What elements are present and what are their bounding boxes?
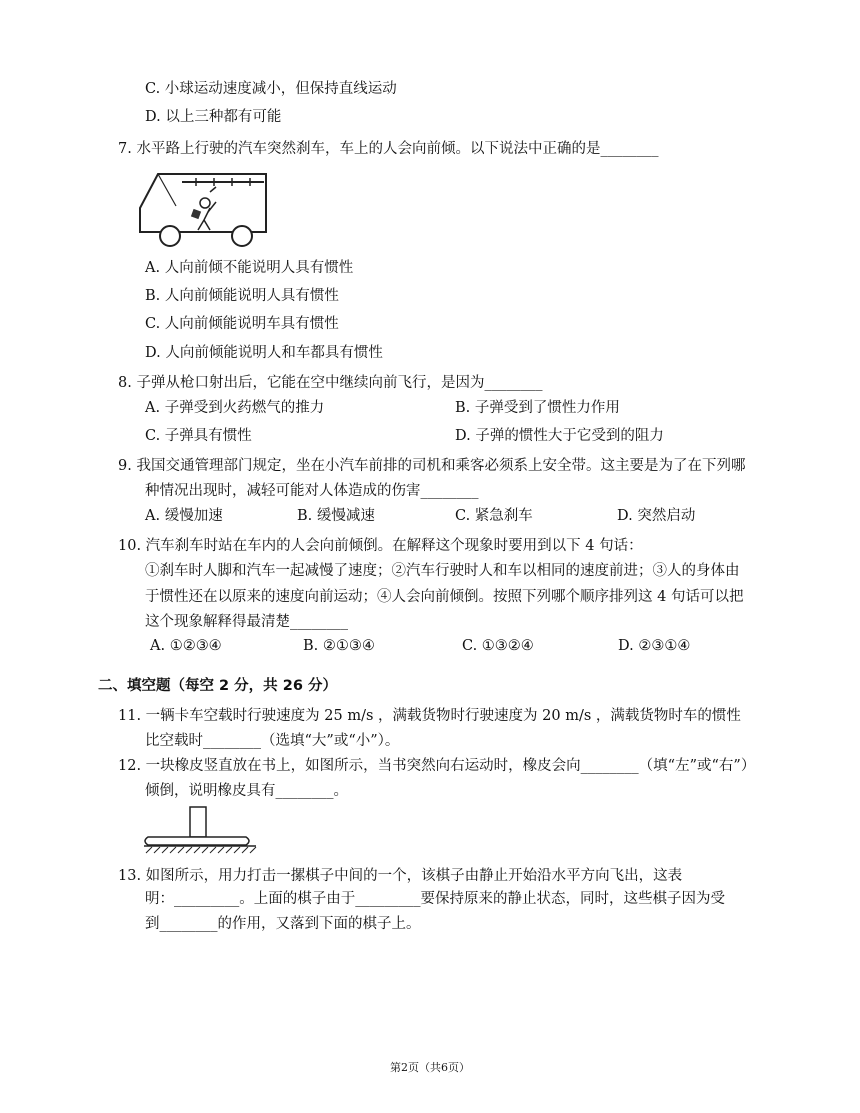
car-braking-figure	[138, 170, 270, 248]
eraser-on-book-figure	[142, 806, 258, 858]
q10-option-c: C. ①③②④	[462, 638, 534, 654]
q13-line3: 到________的作用，又落到下面的棋子上。	[145, 916, 421, 932]
q10-option-d: D. ②③①④	[618, 638, 691, 654]
q13-line2: 明：_________。上面的棋子由于_________要保持原来的静止状态，同时，这些棋子因为受	[145, 891, 725, 907]
q10-option-a: A. ①②③④	[150, 638, 222, 654]
q10-option-b: B. ②①③④	[303, 638, 375, 654]
q10-stem-line4: 这个现象解释得最清楚________	[145, 614, 348, 630]
q12-line2: 倾倒，说明橡皮具有________。	[145, 783, 348, 799]
q7-option-d: D. 人向前倾能说明人和车都具有惯性	[145, 345, 383, 361]
q11-line1: 11. 一辆卡车空载时行驶速度为 25 m/s ，满载货物时行驶速度为 20 m/s ，满载货物时车的惯性	[118, 708, 741, 724]
q10-stem-line3: 于惯性还在以原来的速度向前运动；④人会向前倾倒。按照下列哪个顺序排列这 4 句话可以把	[145, 589, 744, 605]
q6-option-d: D. 以上三种都有可能	[145, 109, 282, 125]
q9-option-c: C. 紧急刹车	[455, 508, 533, 524]
q7-stem: 7. 水平路上行驶的汽车突然刹车，车上的人会向前倾。以下说法中正确的是________	[118, 141, 659, 157]
q7-option-a: A. 人向前倾不能说明人具有惯性	[145, 260, 354, 276]
q8-option-a: A. 子弹受到火药燃气的推力	[145, 400, 325, 416]
q13-line1: 13. 如图所示，用力打击一摞棋子中间的一个，该棋子由静止开始沿水平方向飞出，这表	[118, 868, 683, 884]
q9-stem-line1: 9. 我国交通管理部门规定，坐在小汽车前排的司机和乘客必须系上安全带。这主要是为了在下列哪	[118, 458, 746, 474]
q9-option-b: B. 缓慢减速	[297, 508, 375, 524]
q11-line2: 比空载时________（选填“大”或“小”）。	[145, 733, 400, 749]
q12-line1: 12. 一块橡皮竖直放在书上，如图所示，当书突然向右运动时，橡皮会向________（填“左”或“右”）	[118, 758, 756, 774]
q8-option-d: D. 子弹的惯性大于它受到的阻力	[455, 428, 664, 444]
q7-option-c: C. 人向前倾能说明车具有惯性	[145, 316, 339, 332]
q9-stem-line2: 种情况出现时，减轻可能对人体造成的伤害________	[145, 483, 479, 499]
q8-stem: 8. 子弹从枪口射出后，它能在空中继续向前飞行，是因为________	[118, 375, 543, 391]
q6-option-c: C. 小球运动速度减小，但保持直线运动	[145, 81, 397, 97]
q9-option-d: D. 突然启动	[617, 508, 696, 524]
q10-stem-line1: 10. 汽车刹车时站在车内的人会向前倾倒。在解释这个现象时要用到以下 4 句话：	[118, 538, 643, 554]
page-footer: 第2页（共6页）	[390, 1061, 470, 1074]
q8-option-b: B. 子弹受到了惯性力作用	[455, 400, 620, 416]
section-2-title: 二、填空题（每空 2 分，共 26 分）	[98, 678, 337, 694]
q10-stem-line2: ①刹车时人脚和汽车一起减慢了速度；②汽车行驶时人和车以相同的速度前进；③人的身体由	[145, 563, 740, 579]
q9-option-a: A. 缓慢加速	[145, 508, 223, 524]
q7-option-b: B. 人向前倾能说明人具有惯性	[145, 288, 339, 304]
q8-option-c: C. 子弹具有惯性	[145, 428, 252, 444]
